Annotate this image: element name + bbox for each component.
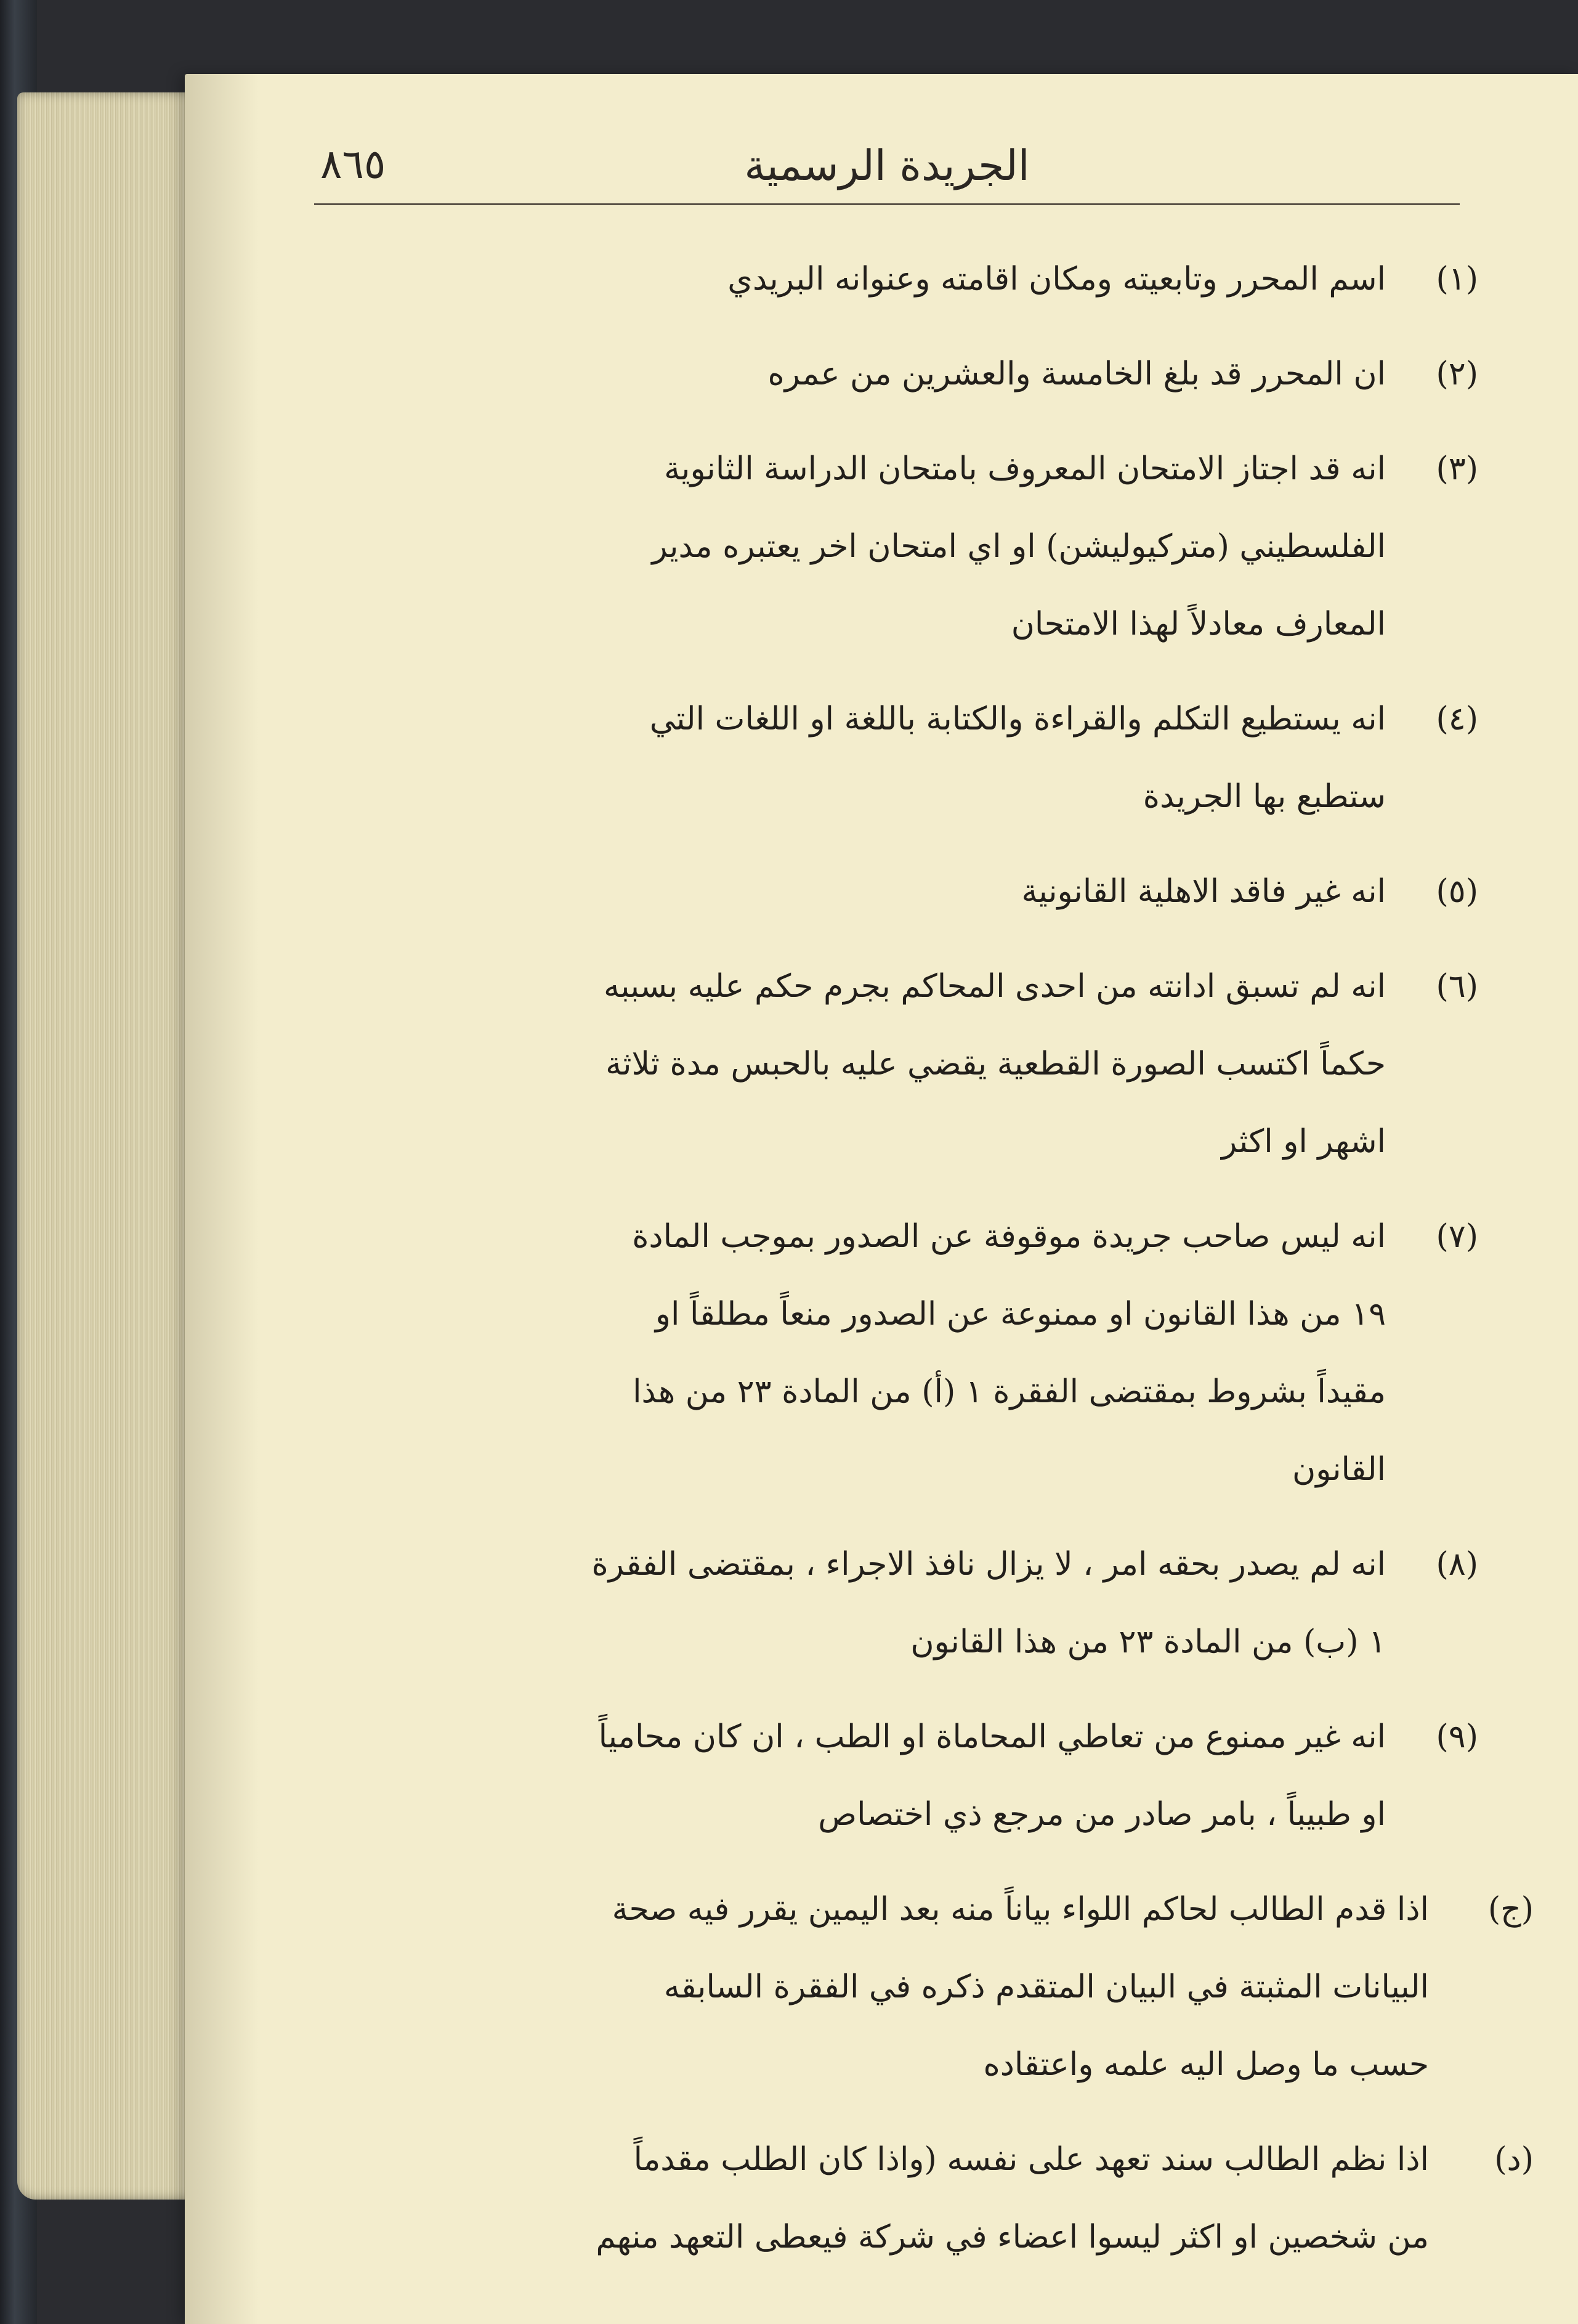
item-text: انه لم تسبق ادانته من احدى المحاكم بجرم حكم عليه بسببه حكماً اكتسب الصورة القطعية يقضي عليه بالحبس مدة ثلاثة اشهر او اكثر (603, 968, 1386, 1160)
item-text: انه غير ممنوع من تعاطي المحاماة او الطب ، ان كان محامياً او طبيباً ، بامر صادر من مرجع ذي اختصاص (598, 1718, 1386, 1833)
list-item (591, 335, 1478, 413)
page-body (591, 240, 1534, 2293)
list-item (591, 1871, 1534, 2103)
page-title: الجريدة الرسمية (744, 142, 1030, 190)
item-number: (ج) (1487, 1891, 1534, 1928)
header-rule (314, 203, 1460, 205)
item-text: انه ليس صاحب جريدة موقوفة عن الصدور بموجب المادة ١٩ من هذا القانون او ممنوعة عن الصدور منعاً مطلقاً او مقيداً بشروط بمقتضى الفقرة ١ (أ) من المادة ٢٣ من هذا القانون (632, 1218, 1386, 1488)
item-number: (٦) (1436, 968, 1478, 1005)
item-text: انه يستطيع التكلم والقراءة والكتابة باللغة او اللغات التي ستطبع بها الجريدة (649, 701, 1386, 815)
list-item (591, 948, 1478, 1180)
page-number: ٨٦٥ (320, 140, 386, 188)
item-number: (٣) (1436, 450, 1478, 487)
item-text: اذا قدم الطالب لحاكم اللواء بياناً منه بعد اليمين يقرر فيه صحة البيانات المثبتة في البيان المتقدم ذكره في الفقرة السابقه حسب ما وصل اليه علمه واعتقاده (612, 1891, 1429, 2083)
page-edges (17, 92, 202, 2200)
list-item (591, 430, 1478, 663)
item-number: (١) (1436, 261, 1478, 298)
list-item (591, 680, 1478, 835)
item-number: (٩) (1436, 1718, 1478, 1755)
list-item (591, 853, 1478, 930)
list-item (591, 2121, 1534, 2276)
item-text: انه قد اجتاز الامتحان المعروف بامتحان الدراسة الثانوية الفلسطيني (متركيوليشن) او اي امتحان اخر يعتبره مدير المعارف معادلاً لهذا الامتحان (652, 450, 1386, 643)
book-page (185, 74, 1578, 2324)
item-text: انه لم يصدر بحقه امر ، لا يزال نافذ الاجراء ، بمقتضى الفقرة ١ (ب) من المادة ٢٣ من هذا القانون (591, 1546, 1386, 1660)
item-number: (٢) (1436, 356, 1478, 392)
list-item (591, 1698, 1478, 1853)
item-number: (٧) (1436, 1218, 1478, 1255)
item-text: اذا نظم الطالب سند تعهد على نفسه (واذا كان الطلب مقدماً من شخصين او اكثر ليسوا اعضاء في شركة فيعطى التعهد منهم (596, 2141, 1429, 2256)
item-text: انه غير فاقد الاهلية القانونية (1021, 873, 1386, 910)
gutter-shadow (185, 74, 259, 2324)
item-number: (٥) (1436, 873, 1478, 910)
list-item (591, 1526, 1478, 1681)
item-text: ان المحرر قد بلغ الخامسة والعشرين من عمره (767, 356, 1386, 392)
item-number: (٤) (1436, 701, 1478, 737)
item-text: اسم المحرر وتابعيته ومكان اقامته وعنوانه البريدي (727, 261, 1386, 298)
page-header (314, 136, 1460, 209)
item-number: (د) (1494, 2141, 1534, 2178)
list-item (591, 1198, 1478, 1508)
item-number: (٨) (1436, 1546, 1478, 1583)
list-item (591, 240, 1478, 318)
